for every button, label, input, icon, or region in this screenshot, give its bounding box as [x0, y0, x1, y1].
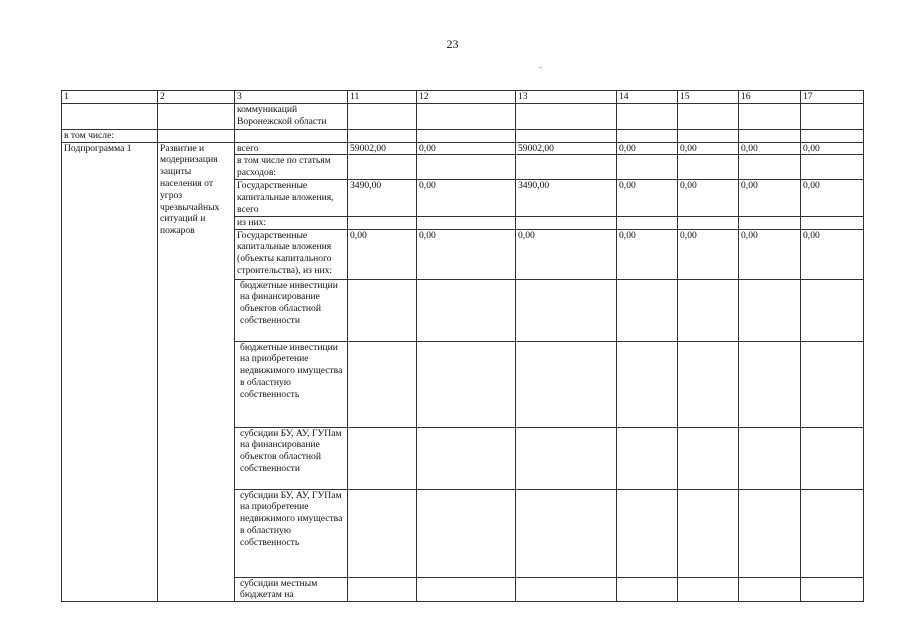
value-cell: 0,00: [417, 229, 516, 279]
value-cell: [417, 341, 516, 427]
value-cell: [801, 279, 864, 341]
table-cell: [158, 129, 235, 142]
value-cell: [617, 489, 678, 577]
table-cell: [739, 103, 801, 129]
value-cell: 0,00: [801, 142, 864, 155]
value-cell: [617, 155, 678, 180]
scan-artifact: [539, 67, 542, 68]
value-cell: [801, 577, 864, 602]
continued-label-cell: коммуникаций Воронежской области: [235, 103, 348, 129]
table-cell: [516, 103, 617, 129]
table-cell: [417, 103, 516, 129]
value-cell: [678, 216, 739, 229]
header-cell: 1: [62, 91, 158, 104]
expense-label-cell: субсидии местным бюджетам на: [235, 577, 348, 602]
value-cell: [348, 577, 417, 602]
value-cell: [617, 427, 678, 489]
value-cell: 0,00: [678, 180, 739, 216]
value-cell: [678, 577, 739, 602]
expense-label-cell: из них:: [235, 216, 348, 229]
table-cell: [348, 103, 417, 129]
value-cell: [739, 155, 801, 180]
value-cell: 0,00: [801, 180, 864, 216]
subprogram-title-cell: Развитие и модернизация защиты населения от угроз чрезвычайных ситуаций и пожаров: [158, 142, 235, 602]
value-cell: [417, 427, 516, 489]
value-cell: [617, 577, 678, 602]
value-cell: 0,00: [739, 229, 801, 279]
header-cell: 17: [801, 91, 864, 104]
value-cell: [739, 341, 801, 427]
header-cell: 15: [678, 91, 739, 104]
value-cell: 0,00: [617, 180, 678, 216]
value-cell: 0,00: [417, 180, 516, 216]
expense-label-cell: субсидии БУ, АУ, ГУПам на приобретение недвижимого имущества в областную собственность: [235, 489, 348, 577]
value-cell: [739, 577, 801, 602]
table-cell: [158, 103, 235, 129]
header-cell: 16: [739, 91, 801, 104]
value-cell: [739, 489, 801, 577]
value-cell: [678, 279, 739, 341]
value-cell: [417, 216, 516, 229]
value-cell: 3490,00: [348, 180, 417, 216]
table-row: [62, 129, 864, 142]
value-cell: [801, 341, 864, 427]
header-cell: 12: [417, 91, 516, 104]
value-cell: 3490,00: [516, 180, 617, 216]
expense-label-cell: субсидии БУ, АУ, ГУПам на финансирование объектов областной собственности: [235, 427, 348, 489]
table-cell: [678, 129, 739, 142]
value-cell: 0,00: [617, 229, 678, 279]
table-cell: [62, 103, 158, 129]
table-cell: [617, 129, 678, 142]
header-cell: 13: [516, 91, 617, 104]
header-cell: 2: [158, 91, 235, 104]
value-cell: [739, 216, 801, 229]
table-row: [62, 103, 864, 129]
value-cell: [417, 155, 516, 180]
value-cell: [417, 489, 516, 577]
value-cell: [617, 341, 678, 427]
value-cell: [516, 489, 617, 577]
value-cell: [348, 216, 417, 229]
value-cell: [348, 155, 417, 180]
value-cell: [678, 341, 739, 427]
value-cell: [348, 489, 417, 577]
value-cell: [678, 427, 739, 489]
value-cell: 0,00: [678, 142, 739, 155]
value-cell: [739, 279, 801, 341]
value-cell: [678, 155, 739, 180]
value-cell: 0,00: [739, 180, 801, 216]
value-cell: 0,00: [801, 229, 864, 279]
value-cell: [739, 427, 801, 489]
header-cell: 14: [617, 91, 678, 104]
value-cell: [617, 279, 678, 341]
value-cell: [801, 427, 864, 489]
table-cell: [739, 129, 801, 142]
table-cell: [417, 129, 516, 142]
value-cell: [348, 341, 417, 427]
value-cell: [516, 279, 617, 341]
header-cell: 3: [235, 91, 348, 104]
expense-label-cell: бюджетные инвестиции на финансирование объектов областной собственности: [235, 279, 348, 341]
value-cell: [516, 341, 617, 427]
value-cell: 0,00: [516, 229, 617, 279]
value-cell: [348, 279, 417, 341]
value-cell: [516, 427, 617, 489]
table-cell: [617, 103, 678, 129]
value-cell: [801, 216, 864, 229]
value-cell: [516, 155, 617, 180]
header-cell: 11: [348, 91, 417, 104]
value-cell: 59002,00: [348, 142, 417, 155]
page-number: 23: [446, 37, 459, 51]
value-cell: 0,00: [678, 229, 739, 279]
expense-label-cell: Государственные капитальные вложения (объекты капитального строительства), из них:: [235, 229, 348, 279]
value-cell: [617, 216, 678, 229]
expense-label-cell: бюджетные инвестиции на приобретение недвижимого имущества в областную собственность: [235, 341, 348, 427]
value-cell: 0,00: [417, 142, 516, 155]
value-cell: [801, 489, 864, 577]
expense-label-cell: всего: [235, 142, 348, 155]
value-cell: [516, 577, 617, 602]
value-cell: 0,00: [348, 229, 417, 279]
expense-label-cell: Государственные капитальные вложения, всего: [235, 180, 348, 216]
table-cell: [348, 129, 417, 142]
value-cell: [801, 155, 864, 180]
table-cell: [516, 129, 617, 142]
value-cell: [348, 427, 417, 489]
value-cell: [678, 489, 739, 577]
table-cell: [801, 129, 864, 142]
value-cell: [417, 279, 516, 341]
value-cell: 0,00: [617, 142, 678, 155]
in-that-number-label: в том числе:: [62, 129, 158, 142]
value-cell: [516, 216, 617, 229]
table-cell: [801, 103, 864, 129]
table-cell: [678, 103, 739, 129]
value-cell: 0,00: [739, 142, 801, 155]
value-cell: 59002,00: [516, 142, 617, 155]
budget-table: [61, 90, 864, 602]
subprogram-name-cell: Подпрограмма 1: [62, 142, 158, 602]
table-row: [62, 142, 864, 155]
header-row: [62, 91, 864, 104]
value-cell: [417, 577, 516, 602]
table-cell: [235, 129, 348, 142]
expense-label-cell: в том числе по статьям расходов:: [235, 155, 348, 180]
